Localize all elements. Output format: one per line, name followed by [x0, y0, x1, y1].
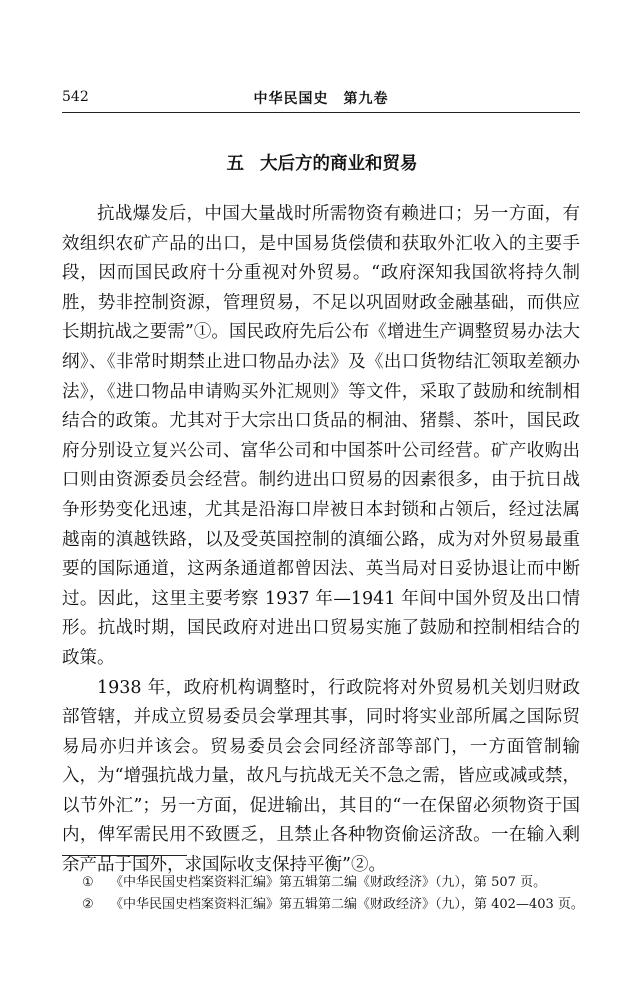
footnote-text: 《中华民国史档案资料汇编》第五辑第二编《财政经济》（九），第 402—403 页。 — [110, 897, 584, 912]
footnote-text: 《中华民国史档案资料汇编》第五辑第二编《财政经济》（九），第 507 页。 — [110, 875, 547, 890]
section-title: 大后方的商业和贸易 — [260, 154, 418, 174]
footnote-marker: ① — [82, 875, 94, 890]
paragraph: 抗战爆发后，中国大量战时所需物资有赖进口；另一方面，有效组织农矿产品的出口，是中国易货偿债和获取外汇收入的主要手段，因而国民政府十分重视对外贸易。“政府深知我国欲将持久制胜，势非控制资源，管理贸易，不足以巩固财政金融基础，而供应长期抗战之要需”①。国民政府先后公布《增进生产调整贸易办法大纲》、《非常时期禁止进口物品办法》及《出口货物结汇领取差额办法》，《进口物品申请购买外汇规则》等文件，采取了鼓励和统制相结合的政策。尤其对于大宗出口货品的桐油、猪鬃、茶叶，国民政府分别设立复兴公司、富华公司和中国茶叶公司经营。矿产收购出口则由资源委员会经营。制约进出口贸易的因素很多，由于抗日战争形势变化迅速，尤其是沿海口岸被日本封锁和占领后，经过法属越南的滇越铁路，以及受英国控制的滇缅公路，成为对外贸易最重要的国际通道，这两条通道都曾因法、英当局对日妥协退让而中断过。因此，这里主要考察 1937 年—1941 年间中国外贸及出口情形。抗战时期，国民政府对进出口贸易实施了鼓励和控制相结合的政策。 — [62, 204, 580, 668]
body-text — [62, 200, 580, 881]
running-title: 中华民国史 第九卷 — [253, 91, 389, 107]
page-header — [62, 86, 580, 113]
footnotes — [62, 872, 584, 916]
footnote — [62, 872, 580, 894]
footnote-marker: ② — [82, 897, 94, 912]
section-number: 五 — [226, 154, 244, 174]
footnote — [62, 894, 584, 916]
footnote-divider — [62, 855, 187, 856]
section-heading — [0, 150, 644, 175]
page-number: 542 — [62, 89, 89, 105]
paragraph: 1938 年，政府机构调整时，行政院将对外贸易机关划归财政部管辖，并成立贸易委员会掌理其事，同时将实业部所属之国际贸易局亦归并该会。贸易委员会会同经济部等部门，一方面管制输入，为“增强抗战力量，故凡与抗战无关不急之需，皆应或减或禁，以节外汇”；另一方面，促进输出，其目的“一在保留必须物资于国内，俾军需民用不致匮乏，且禁止各种物资偷运济敌。一在输入剩余产品于国外，求国际收支保持平衡”②。 — [62, 677, 580, 876]
